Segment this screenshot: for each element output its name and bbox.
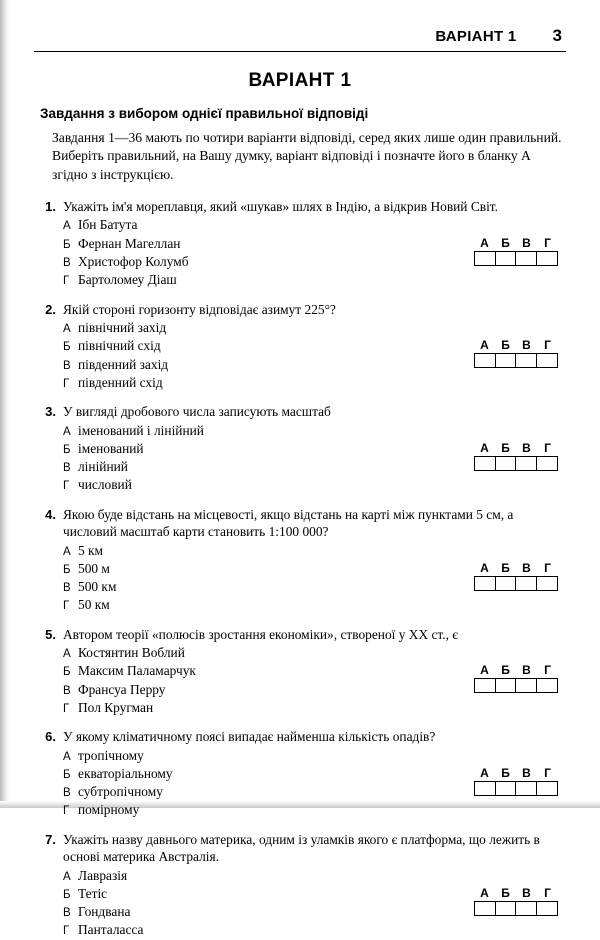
option-letter: Г — [63, 377, 70, 390]
option-text: Пол Кругман — [78, 699, 154, 715]
answer-checkbox[interactable] — [496, 577, 517, 590]
option-item[interactable] — [63, 921, 566, 939]
answer-grid-letter: Г — [544, 561, 551, 576]
answer-checkbox[interactable] — [475, 577, 496, 590]
question-text: Якою буде відстань на місцевості, якщо відстань на карті між пунктами 5 см, а числовий масштаб карти становить 1:100 000? — [63, 506, 514, 540]
question-number: 7. — [45, 831, 56, 847]
option-text: іменований і лінійний — [78, 422, 204, 438]
answer-checkbox[interactable] — [475, 782, 496, 795]
answer-checkbox[interactable] — [516, 252, 537, 265]
option-item[interactable] — [63, 699, 566, 717]
answer-checkbox[interactable] — [475, 902, 496, 915]
option-item[interactable] — [63, 747, 566, 765]
answer-grid-letter: В — [522, 561, 531, 576]
answer-grid-letter: Г — [544, 663, 551, 678]
option-letter: Б — [63, 563, 71, 576]
answer-grid[interactable] — [474, 442, 560, 471]
option-item[interactable] — [63, 374, 566, 392]
option-text: субтропічному — [78, 784, 163, 800]
option-letter: Б — [63, 768, 71, 781]
answer-grid-letter: Г — [544, 765, 551, 780]
answer-checkbox[interactable] — [496, 354, 517, 367]
option-text: південний схід — [78, 374, 163, 390]
answer-checkbox[interactable] — [475, 252, 496, 265]
option-item[interactable] — [63, 271, 566, 289]
question-text: Автором теорії «полюсів зростання економіки», створеної у ХХ ст., є — [63, 626, 459, 642]
question-item — [34, 728, 566, 820]
option-text: Тетіс — [78, 885, 108, 901]
answer-checkbox[interactable] — [537, 577, 557, 590]
option-letter: В — [63, 907, 71, 920]
answer-checkbox[interactable] — [516, 457, 537, 470]
answer-grid-letter: А — [480, 561, 489, 576]
option-letter: Г — [63, 805, 70, 818]
answer-grid-letter: В — [522, 338, 531, 353]
answer-grid-letter: Б — [501, 765, 510, 780]
answer-grid-letter: А — [480, 338, 489, 353]
answer-grid-letter: Г — [544, 235, 551, 250]
option-item[interactable] — [63, 644, 566, 662]
header-divider — [34, 51, 566, 52]
answer-grid-letters — [474, 562, 560, 574]
answer-grid-letter: В — [522, 886, 531, 901]
page-header — [34, 26, 566, 46]
answer-grid-letter: В — [522, 440, 531, 455]
answer-checkbox[interactable] — [537, 457, 557, 470]
page-number: 3 — [552, 26, 562, 45]
answer-grid[interactable] — [474, 887, 560, 916]
answer-grid-boxes[interactable] — [474, 678, 558, 693]
answer-checkbox[interactable] — [537, 679, 557, 692]
answer-grid-letter: Б — [501, 886, 510, 901]
answer-grid-letters — [474, 442, 560, 454]
option-letter: А — [63, 870, 71, 883]
option-item[interactable] — [63, 867, 566, 885]
answer-grid-letters — [474, 887, 560, 899]
option-item[interactable] — [63, 542, 566, 560]
answer-checkbox[interactable] — [516, 902, 537, 915]
option-letter: Б — [63, 888, 71, 901]
question-item — [34, 198, 566, 290]
answer-grid-boxes[interactable] — [474, 576, 558, 591]
scan-edge-left — [0, 0, 9, 808]
answer-grid-boxes[interactable] — [474, 901, 558, 916]
option-letter: Б — [63, 666, 71, 679]
answer-grid-letters — [474, 767, 560, 779]
question-text: Укажіть ім'я мореплавця, який «шукав» шлях в Індію, а відкрив Новий Світ. — [63, 199, 498, 215]
answer-grid-boxes[interactable] — [474, 781, 558, 796]
question-item — [34, 626, 566, 718]
question-number: 6. — [45, 729, 56, 745]
question-number: 1. — [45, 199, 56, 215]
option-item[interactable] — [63, 319, 566, 337]
answer-grid-letter: А — [480, 440, 489, 455]
answer-grid-letter: А — [480, 235, 489, 250]
answer-grid-letter: Г — [544, 440, 551, 455]
option-text: Лавразія — [78, 867, 128, 883]
answer-grid-letter: Б — [501, 440, 510, 455]
running-head-variant: ВАРІАНТ 1 — [435, 28, 517, 45]
answer-checkbox[interactable] — [516, 679, 537, 692]
option-letter: А — [63, 220, 71, 233]
question-text: Укажіть назву давнього материка, одним із уламків якого є платформа, що лежить в основі материка Австралія. — [63, 831, 540, 865]
question-item — [34, 831, 566, 940]
question-body — [56, 506, 566, 615]
option-letter: А — [63, 648, 71, 661]
option-item[interactable] — [63, 596, 566, 614]
answer-grid-letter: Г — [544, 886, 551, 901]
option-text: помірному — [78, 802, 140, 818]
answer-grid-letters — [474, 664, 560, 676]
option-item[interactable] — [63, 216, 566, 234]
answer-grid[interactable] — [474, 664, 560, 693]
question-number: 5. — [45, 626, 56, 642]
answer-checkbox[interactable] — [516, 782, 537, 795]
answer-grid-letters — [474, 237, 560, 249]
option-letter: В — [63, 257, 71, 270]
option-text: північний захід — [78, 320, 167, 335]
option-letter: Г — [63, 480, 70, 493]
answer-grid-letter: Б — [501, 235, 510, 250]
option-letter: В — [63, 582, 71, 595]
answer-checkbox[interactable] — [496, 679, 517, 692]
answer-grid-letter: А — [480, 765, 489, 780]
answer-grid-letter: Г — [544, 338, 551, 353]
question-text: У якому кліматичному поясі випадає найменша кількість опадів? — [63, 729, 436, 745]
option-text: іменований — [78, 440, 144, 456]
answer-grid-boxes[interactable] — [474, 456, 558, 471]
answer-grid[interactable] — [474, 767, 560, 796]
questions-list — [34, 198, 566, 940]
answer-checkbox[interactable] — [537, 902, 557, 915]
question-number: 2. — [45, 301, 56, 317]
option-text: Панталасса — [78, 922, 144, 938]
answer-checkbox[interactable] — [475, 679, 496, 692]
question-item — [34, 301, 566, 393]
option-text: Гондвана — [78, 904, 131, 920]
option-text: 500 м — [78, 560, 110, 576]
option-text: 5 км — [78, 542, 104, 558]
answer-checkbox[interactable] — [516, 577, 537, 590]
question-text: Якій стороні горизонту відповідає азимут 225°? — [63, 301, 336, 317]
answer-grid-letter: Б — [501, 338, 510, 353]
option-letter: Г — [63, 925, 70, 938]
question-item — [34, 403, 566, 495]
question-item — [34, 506, 566, 615]
option-letter: В — [63, 787, 71, 800]
answer-grid[interactable] — [474, 562, 560, 591]
option-item[interactable] — [63, 476, 566, 494]
option-text: Максим Паламарчук — [78, 663, 196, 679]
option-text: 50 км — [78, 597, 110, 613]
answer-checkbox[interactable] — [475, 457, 496, 470]
option-letter: А — [63, 425, 71, 438]
option-letter: А — [63, 323, 71, 335]
answer-checkbox[interactable] — [537, 354, 557, 367]
question-number: 4. — [45, 506, 56, 522]
option-letter: Г — [63, 702, 70, 715]
answer-checkbox[interactable] — [475, 354, 496, 367]
option-letter: Г — [63, 275, 70, 288]
option-letter: А — [63, 750, 71, 763]
option-letter: А — [63, 545, 71, 558]
option-text: Христофор Колумб — [78, 254, 189, 270]
question-number: 3. — [45, 404, 56, 420]
answer-checkbox[interactable] — [537, 252, 557, 265]
answer-checkbox[interactable] — [496, 902, 517, 915]
section-title: Завдання з вибором однієї правильної відповіді — [40, 106, 369, 121]
answer-grid-boxes[interactable] — [474, 251, 558, 266]
answer-grid-boxes[interactable] — [474, 353, 558, 368]
question-body — [56, 831, 566, 940]
answer-checkbox[interactable] — [496, 782, 517, 795]
answer-grid-letter: А — [480, 886, 489, 901]
option-letter: В — [63, 462, 71, 475]
option-letter: В — [63, 359, 71, 372]
answer-checkbox[interactable] — [496, 252, 517, 265]
option-letter: В — [63, 684, 71, 697]
option-text: Ібн Батута — [78, 217, 138, 233]
answer-checkbox[interactable] — [496, 457, 517, 470]
option-item[interactable] — [63, 801, 566, 819]
page-title: ВАРІАНТ 1 — [248, 70, 352, 91]
option-text: Франсуа Перру — [78, 681, 166, 697]
option-text: Фернан Магеллан — [78, 235, 181, 251]
answer-checkbox[interactable] — [537, 782, 557, 795]
option-text: тропічному — [78, 747, 144, 763]
option-item[interactable] — [63, 422, 566, 440]
answer-grid-letter: В — [522, 765, 531, 780]
option-letter: Б — [63, 341, 71, 354]
question-text: У вигляді дробового числа записують масштаб — [63, 404, 331, 420]
answer-grid-letter: Б — [501, 663, 510, 678]
answer-grid-letter: Б — [501, 561, 510, 576]
option-text: числовий — [78, 477, 132, 493]
option-text: лінійний — [78, 459, 128, 475]
option-text: південний захід — [78, 356, 169, 372]
option-text: північний схід — [78, 338, 161, 354]
option-text: 500 км — [78, 579, 117, 595]
answer-checkbox[interactable] — [516, 354, 537, 367]
option-letter: Б — [63, 443, 71, 456]
answer-grid-letter: А — [480, 663, 489, 678]
answer-grid-letters — [474, 339, 560, 351]
answer-grid[interactable] — [474, 339, 560, 368]
instructions-text: Завдання 1—36 мають по чотири варіанти відповіді, серед яких лише один правильний. Виберіть правильний, на Вашу думку, варіант відповіді і позначте його в бланку А згідно з інструкцією. — [52, 130, 562, 182]
option-text: Костянтин Воблий — [78, 645, 185, 661]
answer-grid-letter: В — [522, 235, 531, 250]
option-text: екваторіальному — [78, 765, 173, 781]
option-text: Бартоломеу Діаш — [78, 272, 177, 288]
answer-grid[interactable] — [474, 237, 560, 266]
answer-grid-letter: В — [522, 663, 531, 678]
option-letter: Г — [63, 600, 70, 613]
option-letter: Б — [63, 238, 71, 251]
